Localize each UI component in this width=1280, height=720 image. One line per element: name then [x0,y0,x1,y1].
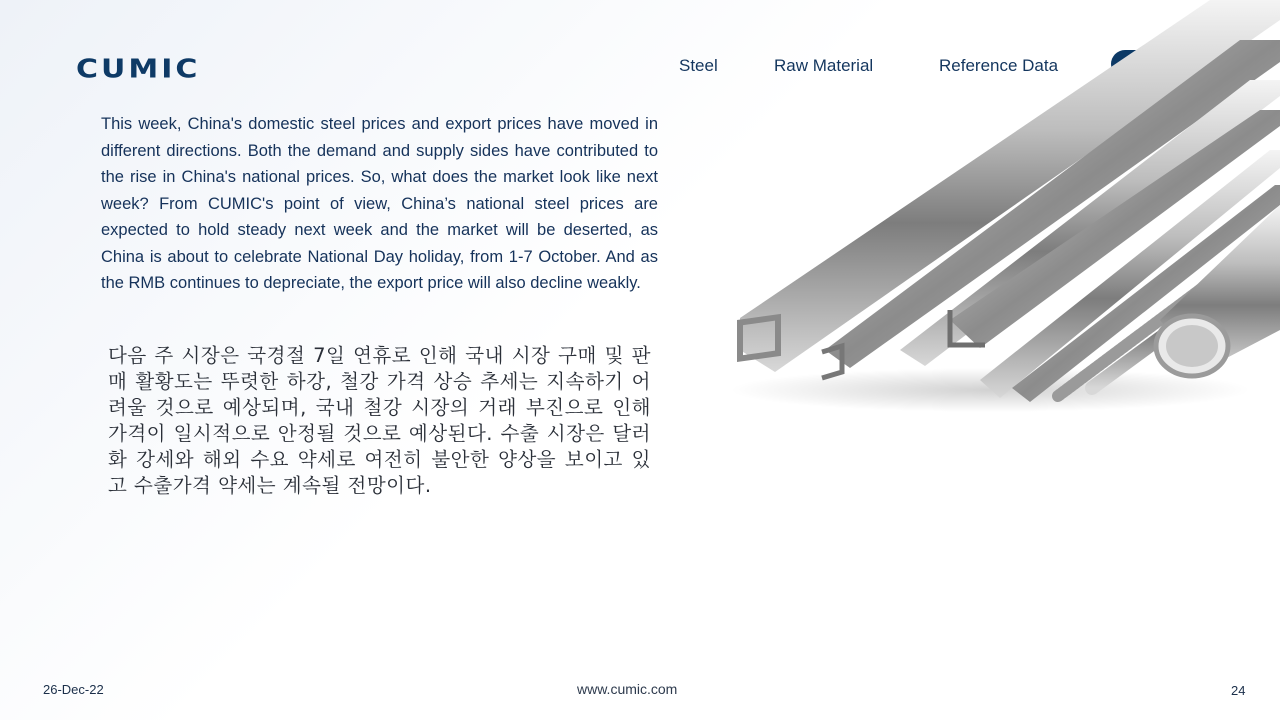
nav-item-raw-material[interactable]: Raw Material [774,56,874,75]
korean-paragraph: 다음 주 시장은 국경절 7일 연휴로 인해 국내 시장 구매 및 판매 활황도는 뚜렷한 하강, 철강 가격 상승 추세는 지속하기 어려울 것으로 예상되며, 국내 철강 시장의 거래 부진으로 인해 가격이 일시적으로 안정될 것으로 예상된다. 수출 시장은 달러화 강세와 해외 수요 약세로 여전히 불안한 양상을 보이고 있고 수출가격 약세는 계속될 전망이다. [108,344,651,497]
nav-item-steel[interactable]: Steel [679,56,718,75]
nav-item-reference-data[interactable]: Reference Data [939,56,1059,75]
footer-date: 26-Dec-22 [43,682,104,697]
footer-url[interactable]: www.cumic.com [577,681,678,697]
english-paragraph: This week, China's domestic steel prices and export prices have moved in different directions. Both the demand and supply sides have contributed to the rise in China's national prices. So, what does the market look like next week? From CUMIC's point of view, China’s national steel prices are expected to hold steady next week and the market will be deserted, as China is about to celebrate National Day holiday, from 1-7 October. And as the RMB continues to depreciate, the export price will also decline weakly. [101,115,658,292]
steel-products-image [730,0,1280,420]
logo: CUMIC [76,54,201,85]
page-number: 24 [1231,683,1246,698]
